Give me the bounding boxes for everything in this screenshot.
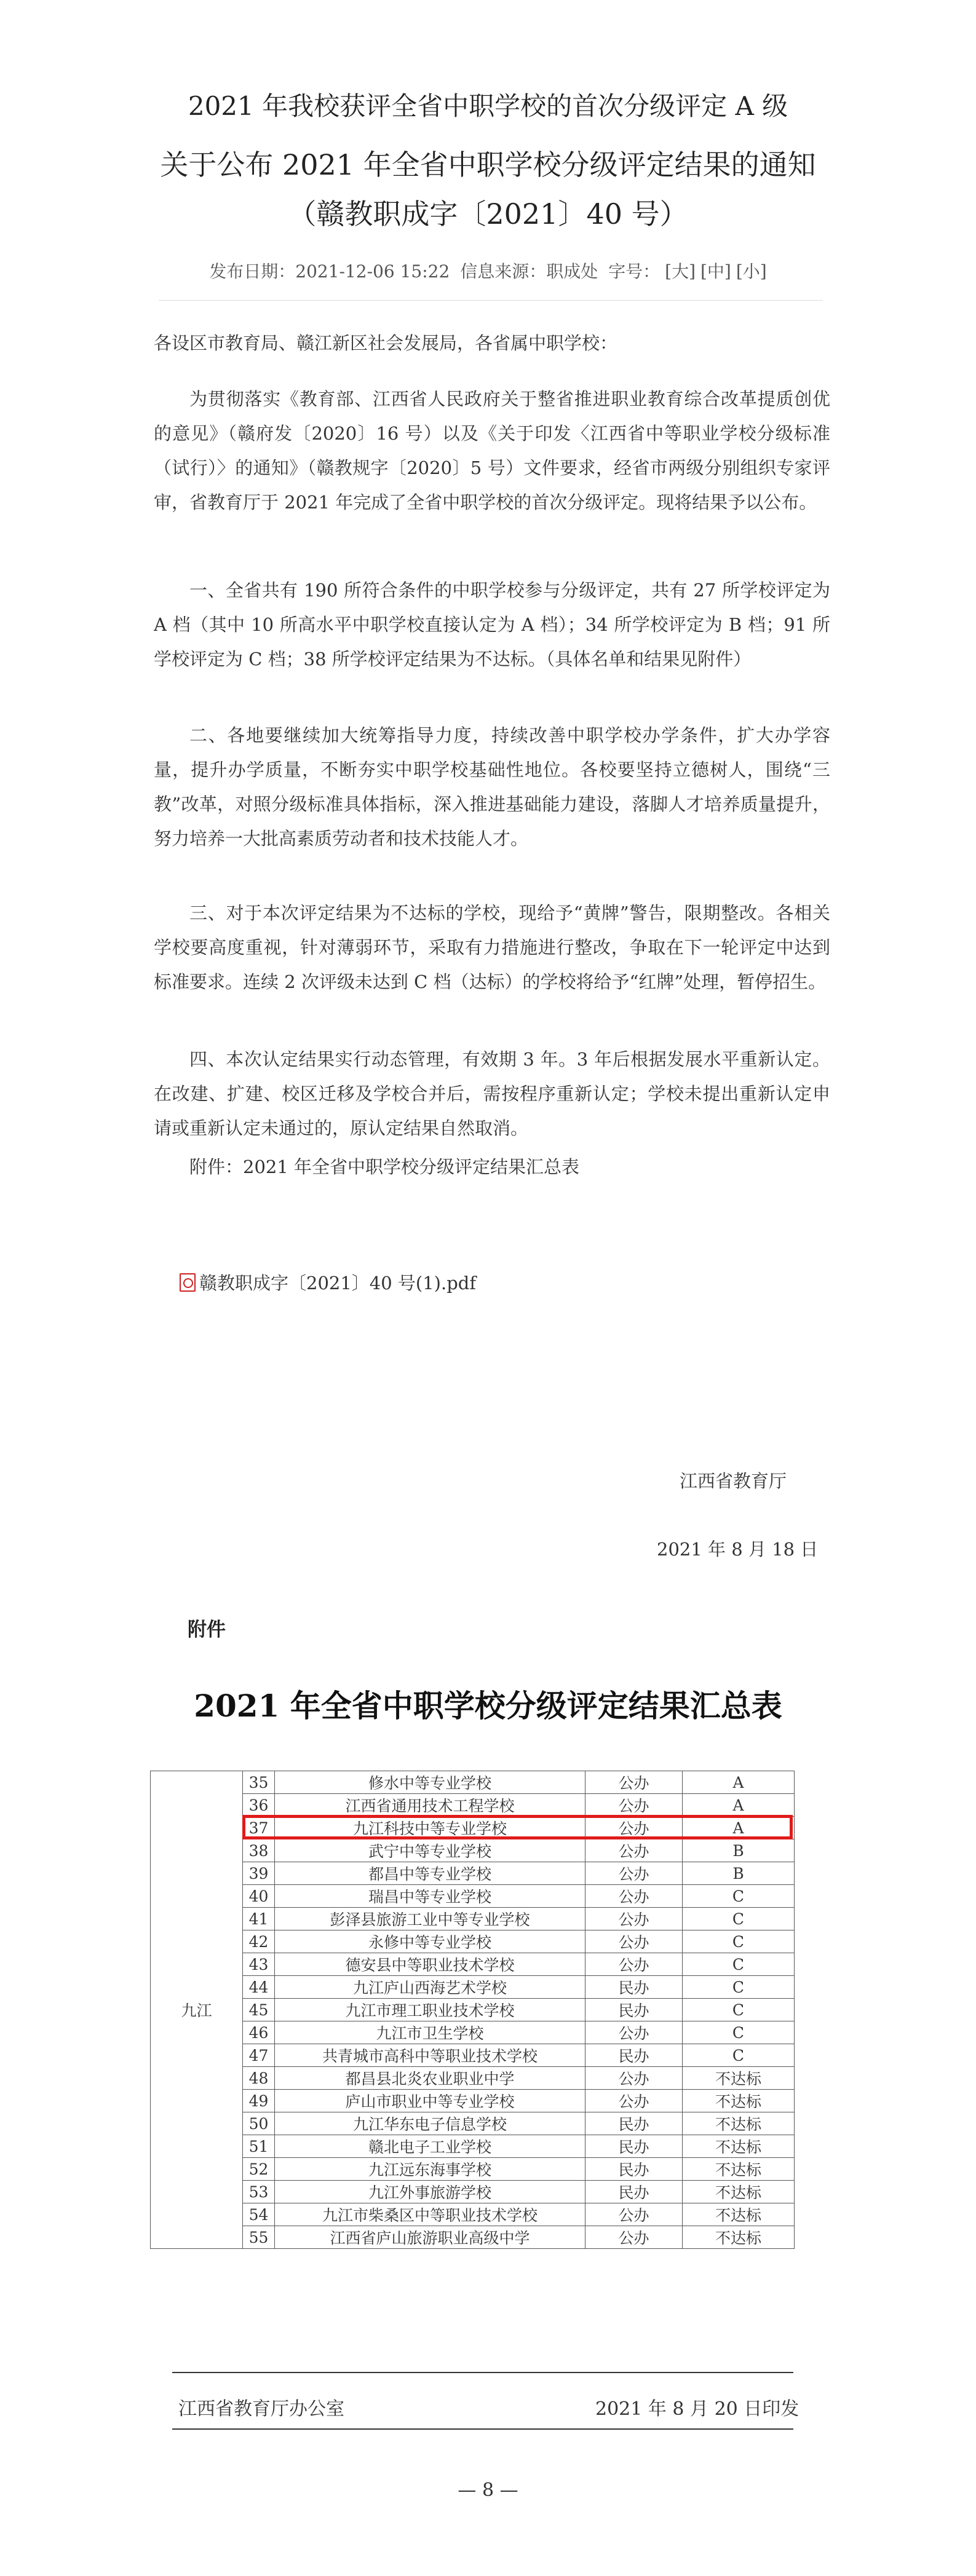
annex-label: 附件 — [188, 1619, 226, 1641]
annex-table-title: 2021 年全省中职学校分级评定结果汇总表 — [194, 1688, 782, 1724]
school-type-cell: 公办 — [585, 2067, 683, 2090]
table-row — [151, 1953, 795, 1976]
grade-cell: C — [683, 1976, 795, 1999]
grading-results-table — [150, 1771, 795, 2249]
document-number: （赣教职成字〔2021〕40 号） — [288, 197, 688, 231]
divider — [159, 300, 823, 301]
city-cell: 九江 — [151, 1771, 243, 2249]
school-name-cell: 江西省通用技术工程学校 — [275, 1794, 585, 1817]
school-type-cell: 民办 — [585, 2112, 683, 2135]
row-number-cell: 53 — [243, 2181, 275, 2203]
pdf-icon — [180, 1273, 196, 1292]
school-type-cell: 公办 — [585, 2226, 683, 2249]
footer-print-date: 2021 年 8 月 20 日印发 — [595, 2398, 799, 2420]
grade-cell: C — [683, 2044, 795, 2067]
table-row — [151, 1999, 795, 2021]
table-row — [151, 2044, 795, 2067]
grade-cell: A — [683, 1817, 795, 1839]
footer-top-rule — [172, 2372, 793, 2373]
grade-cell: B — [683, 1862, 795, 1885]
school-type-cell: 公办 — [585, 2090, 683, 2112]
attachment-label: 附件：2021 年全省中职学校分级评定结果汇总表 — [189, 1156, 580, 1177]
table-row — [151, 1839, 795, 1862]
signing-date: 2021 年 8 月 18 日 — [657, 1539, 819, 1560]
table-row — [151, 1862, 795, 1885]
school-type-cell: 公办 — [585, 2021, 683, 2044]
grade-cell: 不达标 — [683, 2090, 795, 2112]
attachment-pdf-link[interactable] — [180, 1270, 476, 1295]
table-row — [151, 2112, 795, 2135]
row-number-cell: 55 — [243, 2226, 275, 2249]
school-name-cell: 九江科技中等专业学校 — [275, 1817, 585, 1839]
article-meta — [0, 258, 976, 283]
school-type-cell: 民办 — [585, 2158, 683, 2181]
school-name-cell: 都昌中等专业学校 — [275, 1862, 585, 1885]
school-name-cell: 赣北电子工业学校 — [275, 2135, 585, 2158]
school-name-cell: 彭泽县旅游工业中等专业学校 — [275, 1908, 585, 1930]
signing-organization: 江西省教育厅 — [680, 1471, 787, 1491]
school-type-cell: 公办 — [585, 1908, 683, 1930]
school-name-cell: 九江市卫生学校 — [275, 2021, 585, 2044]
table-row — [151, 2067, 795, 2090]
table-row — [151, 2226, 795, 2249]
row-number-cell: 39 — [243, 1862, 275, 1885]
school-type-cell: 公办 — [585, 1771, 683, 1794]
article-title: 2021 年我校获评全省中职学校的首次分级评定 A 级 — [188, 91, 788, 121]
school-name-cell: 九江华东电子信息学校 — [275, 2112, 585, 2135]
table-row — [151, 1885, 795, 1908]
school-type-cell: 公办 — [585, 1885, 683, 1908]
grade-cell: 不达标 — [683, 2135, 795, 2158]
highlight-box — [242, 1815, 793, 1839]
school-name-cell: 共青城市高科中等职业技术学校 — [275, 2044, 585, 2067]
grade-cell: 不达标 — [683, 2203, 795, 2226]
grade-cell: 不达标 — [683, 2158, 795, 2181]
footer-organization: 江西省教育厅办公室 — [178, 2398, 344, 2420]
table-row — [151, 2021, 795, 2044]
school-type-cell: 民办 — [585, 1999, 683, 2021]
publish-date: 发布日期：2021-12-06 15:22 — [209, 261, 450, 282]
row-number-cell: 44 — [243, 1976, 275, 1999]
school-type-cell: 公办 — [585, 1862, 683, 1885]
school-name-cell: 修水中等专业学校 — [275, 1771, 585, 1794]
info-source: 信息来源：职成处 — [460, 261, 598, 282]
row-number-cell: 40 — [243, 1885, 275, 1908]
row-number-cell: 50 — [243, 2112, 275, 2135]
school-type-cell: 民办 — [585, 2135, 683, 2158]
font-size-small-link[interactable]: [小] — [736, 261, 767, 282]
font-size-large-link[interactable]: [大] — [665, 261, 696, 282]
grade-cell: 不达标 — [683, 2181, 795, 2203]
school-type-cell: 公办 — [585, 1953, 683, 1976]
row-number-cell: 43 — [243, 1953, 275, 1976]
grade-cell: 不达标 — [683, 2112, 795, 2135]
table-row — [151, 2203, 795, 2226]
school-name-cell: 九江市柴桑区中等职业技术学校 — [275, 2203, 585, 2226]
school-type-cell: 民办 — [585, 2044, 683, 2067]
table-row — [151, 2090, 795, 2112]
school-type-cell: 公办 — [585, 1930, 683, 1953]
school-type-cell: 民办 — [585, 1976, 683, 1999]
school-name-cell: 九江庐山西海艺术学校 — [275, 1976, 585, 1999]
row-number-cell: 35 — [243, 1771, 275, 1794]
notice-title: 关于公布 2021 年全省中职学校分级评定结果的通知 — [160, 148, 816, 181]
grade-cell: C — [683, 1999, 795, 2021]
grade-cell: 不达标 — [683, 2226, 795, 2249]
attachment-file-name: 赣教职成字〔2021〕40 号(1).pdf — [199, 1273, 477, 1294]
school-name-cell: 永修中等专业学校 — [275, 1930, 585, 1953]
page-number: — 8 — — [458, 2479, 518, 2501]
table-row — [151, 2181, 795, 2203]
point-3-paragraph: 三、对于本次评定结果为不达标的学校，现给予“黄牌”警告，限期整改。各相关学校要高度重视，针对薄弱环节，采取有力措施进行整改，争取在下一轮评定中达到标准要求。连续 2 次评级未达到 C 档（达标）的学校将给予“红牌”处理，暂停招生。 — [154, 903, 830, 992]
school-type-cell: 民办 — [585, 2181, 683, 2203]
row-number-cell: 36 — [243, 1794, 275, 1817]
row-number-cell: 42 — [243, 1930, 275, 1953]
school-name-cell: 江西省庐山旅游职业高级中学 — [275, 2226, 585, 2249]
grade-cell: 不达标 — [683, 2067, 795, 2090]
table-row — [151, 1976, 795, 1999]
font-size-medium-link[interactable]: [中] — [700, 261, 731, 282]
school-name-cell: 九江市理工职业技术学校 — [275, 1999, 585, 2021]
point-2-paragraph: 二、各地要继续加大统筹指导力度，持续改善中职学校办学条件，扩大办学容量，提升办学质量，不断夯实中职学校基础性地位。各校要坚持立德树人，围绕“三教”改革，对照分级标准具体指标，深入推进基础能力建设，落脚人才培养质量提升，努力培养一大批高素质劳动者和技术技能人才。 — [154, 725, 830, 849]
salutation: 各设区市教育局、赣江新区社会发展局，各省属中职学校： — [154, 333, 618, 354]
grade-cell: C — [683, 1953, 795, 1976]
school-name-cell: 德安县中等职业技术学校 — [275, 1953, 585, 1976]
table-row — [151, 1794, 795, 1817]
school-name-cell: 九江远东海事学校 — [275, 2158, 585, 2181]
point-4-paragraph: 四、本次认定结果实行动态管理，有效期 3 年。3 年后根据发展水平重新认定。在改建、扩建、校区迁移及学校合并后，需按程序重新认定；学校未提出重新认定申请或重新认定未通过的，原认定结果自然取消。 — [154, 1049, 830, 1139]
school-type-cell: 公办 — [585, 1817, 683, 1839]
row-number-cell: 38 — [243, 1839, 275, 1862]
row-number-cell: 41 — [243, 1908, 275, 1930]
row-number-cell: 49 — [243, 2090, 275, 2112]
row-number-cell: 52 — [243, 2158, 275, 2181]
school-name-cell: 庐山市职业中等专业学校 — [275, 2090, 585, 2112]
point-1-paragraph: 一、全省共有 190 所符合条件的中职学校参与分级评定，共有 27 所学校评定为 A 档（其中 10 所高水平中职学校直接认定为 A 档）；34 所学校评定为 B 档；91 所学校评定为 C 档；38 所学校评定结果为不达标。（具体名单和结果见附件） — [154, 580, 830, 670]
grade-cell: B — [683, 1839, 795, 1862]
table-row — [151, 1930, 795, 1953]
intro-paragraph: 为贯彻落实《教育部、江西省人民政府关于整省推进职业教育综合改革提质创优的意见》（赣府发〔2020〕16 号）以及《关于印发〈江西省中等职业学校分级标准（试行）〉的通知》（赣教规字〔2020〕5 号）文件要求，经省市两级分别组织专家评审，省教育厅于 2021 年完成了全省中职学校的首次分级评定。现将结果予以公布。 — [154, 389, 830, 513]
row-number-cell: 48 — [243, 2067, 275, 2090]
school-type-cell: 公办 — [585, 1839, 683, 1862]
row-number-cell: 45 — [243, 1999, 275, 2021]
grade-cell: C — [683, 1908, 795, 1930]
school-name-cell: 瑞昌中等专业学校 — [275, 1885, 585, 1908]
row-number-cell: 47 — [243, 2044, 275, 2067]
row-number-cell: 54 — [243, 2203, 275, 2226]
grade-cell: C — [683, 2021, 795, 2044]
school-name-cell: 九江外事旅游学校 — [275, 2181, 585, 2203]
grade-cell: C — [683, 1930, 795, 1953]
table-row — [151, 2135, 795, 2158]
row-number-cell: 46 — [243, 2021, 275, 2044]
school-name-cell: 都昌县北炎农业职业中学 — [275, 2067, 585, 2090]
school-type-cell: 公办 — [585, 1794, 683, 1817]
grade-cell: A — [683, 1794, 795, 1817]
school-name-cell: 武宁中等专业学校 — [275, 1839, 585, 1862]
grade-cell: A — [683, 1771, 795, 1794]
grade-cell: C — [683, 1885, 795, 1908]
table-row — [151, 2158, 795, 2181]
row-number-cell: 37 — [243, 1817, 275, 1839]
school-type-cell: 公办 — [585, 2203, 683, 2226]
table-row — [151, 1908, 795, 1930]
table-row — [151, 1771, 795, 1794]
row-number-cell: 51 — [243, 2135, 275, 2158]
footer-bottom-rule — [172, 2428, 793, 2430]
font-size-label: 字号： — [608, 261, 661, 282]
